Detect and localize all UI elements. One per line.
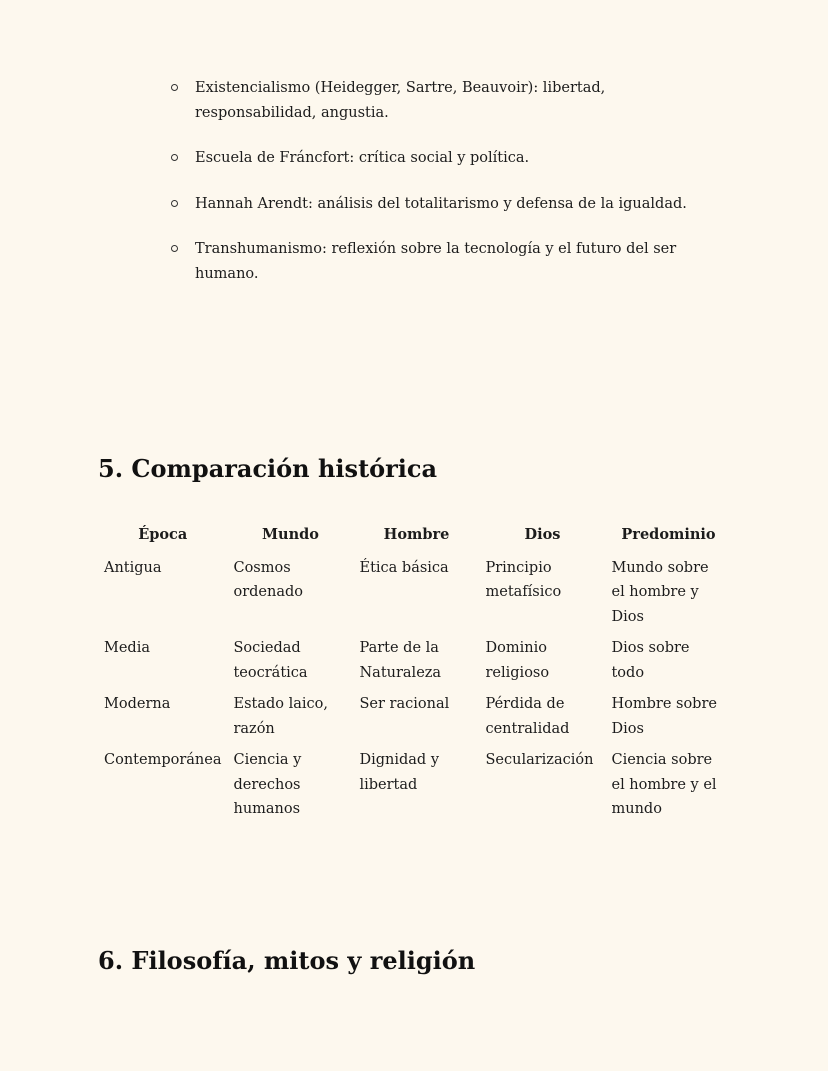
hollow-circle-bullet-icon [171, 84, 178, 91]
table-cell: Dominio religioso [485, 640, 550, 681]
hollow-circle-bullet-icon [171, 245, 178, 252]
list-item-text: Transhumanismo: reflexión sobre la tecnología y el futuro del ser humano. [195, 241, 677, 282]
table-cell: Ser racional [359, 696, 450, 712]
table-cell: Hombre sobre Dios [611, 696, 717, 737]
table-cell: Secularización [485, 752, 594, 768]
section-heading-comparacion-historica: 5. Comparación histórica [98, 454, 438, 483]
list-item-text: Existencialismo (Heidegger, Sartre, Beauvoir): libertad, responsabilidad, angustia. [195, 80, 606, 121]
table-row [98, 634, 731, 690]
list-item [168, 146, 708, 171]
hollow-circle-bullet-icon [171, 200, 178, 207]
list-item [168, 237, 708, 286]
table-cell: Mundo sobre el hombre y Dios [611, 559, 709, 625]
column-header-mundo: Mundo [262, 526, 319, 543]
table-cell: Media [104, 640, 150, 656]
section-heading-filosofia-mitos-religion: 6. Filosofía, mitos y religión [98, 946, 476, 975]
table-cell: Ciencia y derechos humanos [233, 752, 302, 817]
table-row [98, 746, 731, 827]
table-cell: Contemporánea [104, 752, 222, 768]
bullet-list [168, 76, 708, 307]
table-cell: Ética básica [359, 559, 449, 576]
table-cell: Dios sobre todo [611, 640, 690, 681]
comparison-table [98, 521, 731, 827]
table-cell: Dignidad y libertad [359, 752, 440, 793]
table-header-row [98, 521, 731, 554]
table-cell: Parte de la Naturaleza [359, 640, 442, 681]
hollow-circle-bullet-icon [171, 154, 178, 161]
column-header-predominio: Predominio [621, 526, 716, 543]
column-header-epoca: Época [138, 526, 188, 543]
table-row [98, 690, 731, 746]
list-item [168, 76, 708, 125]
table-cell: Moderna [104, 696, 171, 712]
table-cell: Ciencia sobre el hombre y el mundo [611, 752, 717, 817]
table-row [98, 554, 731, 635]
table-cell: Estado laico, razón [233, 696, 328, 737]
column-header-dios: Dios [524, 526, 561, 543]
column-header-hombre: Hombre [383, 526, 450, 543]
table-cell: Antigua [104, 559, 162, 576]
list-item-text: Escuela de Fráncfort: crítica social y política. [195, 150, 530, 166]
table-cell: Sociedad teocrática [233, 640, 308, 681]
table-cell: Principio metafísico [485, 559, 562, 600]
list-item [168, 192, 708, 217]
table-cell: Pérdida de centralidad [485, 696, 570, 737]
table-cell: Cosmos ordenado [233, 559, 304, 600]
list-item-text: Hannah Arendt: análisis del totalitarismo y defensa de la igualdad. [195, 195, 687, 212]
